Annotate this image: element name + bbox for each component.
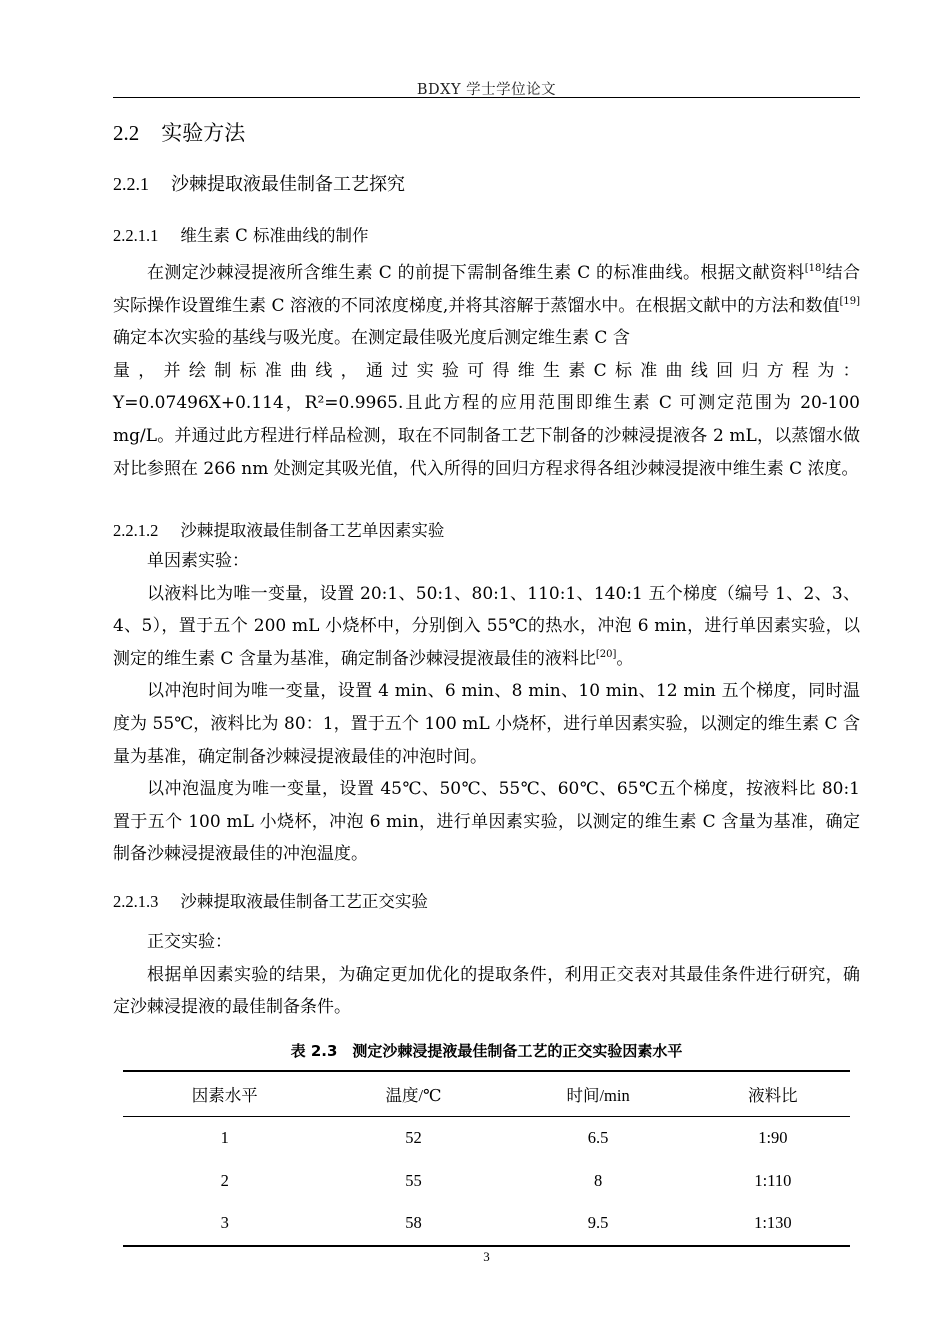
justified-char: 曲	[290, 360, 308, 381]
sub2-title: 沙棘提取液最佳制备工艺单因素实验	[180, 521, 445, 540]
justified-char: 为	[817, 360, 835, 381]
sub3-paragraph-1: 根据单因素实验的结果，为确定更加优化的提取条件，利用正交表对其最佳条件进行研究，确定沙棘浸提液的最佳制备条件。	[113, 964, 860, 1018]
citation-20: [20]	[595, 648, 617, 660]
table-cell: 52	[405, 1128, 422, 1148]
justified-char: 生	[543, 360, 561, 381]
header-rule	[113, 97, 860, 98]
running-header: BDXY 学士学位论文	[416, 82, 557, 98]
table-caption: 表 2.3 测定沙棘浸提液最佳制备工艺的正交实验因素水平	[290, 1042, 683, 1060]
sub3-title: 沙棘提取液最佳制备工艺正交实验	[180, 892, 428, 911]
sub3-number: 2.2.1.3	[113, 892, 159, 911]
sub2-number: 2.2.1.2	[113, 521, 159, 540]
table-cell: 9.5	[500, 1202, 695, 1246]
sub1-title: 维生素 C 标准曲线的制作	[180, 226, 369, 245]
justified-char: 方	[766, 360, 784, 381]
justified-char: 曲	[665, 360, 683, 381]
justified-char: 实	[416, 360, 434, 381]
justified-char: 标	[614, 360, 632, 381]
justified-char: 并	[163, 360, 181, 381]
justified-char: 得	[492, 360, 510, 381]
justified-char: ：	[842, 360, 860, 381]
table-cell: 1	[220, 1128, 229, 1148]
justified-char: 准	[640, 360, 658, 381]
sub1-paragraph-rest: Y=0.07496X+0.114，R²=0.9965.且此方程的应用范围即维生素 C 可测定范围为 20-100 mg/L。并通过此方程进行样品检测，取在不同制备工艺下制备的沙棘浸提液各 2 mL，以蒸馏水做对比参照在 266 nm 处测定其吸光值，代入所得的回归方程求得各组沙棘浸提液中维生素 C 浓度。	[113, 393, 860, 479]
table-cell: 1:130	[696, 1202, 850, 1246]
justified-char: 维	[517, 360, 535, 381]
sub1-paragraph	[113, 257, 860, 485]
subsection-title: 沙棘提取液最佳制备工艺探究	[171, 174, 405, 195]
justified-char: 程	[792, 360, 810, 381]
section-number: 2.2	[113, 121, 140, 145]
justified-char: 绘	[188, 360, 206, 381]
sub3-heading	[113, 888, 428, 912]
justified-char: 制	[214, 360, 232, 381]
table-cell: 58	[327, 1202, 501, 1246]
sub3-body	[113, 926, 860, 1024]
table-cell: 6.5	[587, 1128, 609, 1148]
justified-char: 素	[568, 360, 586, 381]
table-row	[123, 1117, 850, 1160]
table-cell: 1:90	[758, 1128, 788, 1148]
justified-char: 回	[716, 360, 734, 381]
sub2-paragraph-2: 以冲泡时间为唯一变量，设置 4 min、6 min、8 min、10 min、12 min 五个梯度，同时温度为 55℃，液料比为 80：1，置于五个 100 mL 小烧杯，进行单因素实验，以测定的维生素 C 含量为基准，确定制备沙棘浸提液最佳的冲泡时间。	[113, 681, 860, 767]
factor-level-table	[123, 1070, 850, 1247]
section-title: 实验方法	[161, 121, 246, 145]
citation-18: [18]	[804, 263, 826, 274]
table-cell: 8	[593, 1170, 603, 1190]
justified-char: 标	[239, 360, 257, 381]
sub1-number: 2.2.1.1	[113, 226, 159, 245]
sub1-paragraph-lines-1-3: 在测定沙棘浸提液所含维生素 C 的前提下需制备维生素 C 的标准曲线。根据文献资料[18]结合实际操作设置维生素 C 溶液的不同浓度梯度,并将其溶解于蒸馏水中。在根据文献中的方法和数值[19]确定本次实验的基线与吸光度。在测定最佳吸光度后测定维生素 C 含	[113, 263, 860, 349]
table-cell: 3	[123, 1202, 327, 1246]
sub2-intro: 单因素实验：	[147, 551, 249, 571]
table-header-cell: 温度/℃	[327, 1071, 501, 1117]
table-header-cell: 时间/min	[500, 1071, 695, 1117]
justified-char: ，	[340, 360, 358, 381]
sub2-paragraph-1: 以液料比为唯一变量，设置 20:1、50:1、80:1、110:1、140:1 五个梯度（编号 1、2、3、4、5），置于五个 200 mL 小烧杯中，分别倒入 55℃的热水，冲泡 6 min，进行单因素实验，以测定的维生素 C 含量为基准，确定制备沙棘浸提液最佳的液料比[20]。	[113, 583, 860, 669]
sub2-heading	[113, 517, 444, 541]
justified-char: 通	[365, 360, 383, 381]
subsection-heading	[113, 170, 405, 196]
sub2-body	[113, 545, 860, 871]
table-row	[123, 1160, 850, 1203]
table-header-cell: 因素水平	[123, 1071, 327, 1117]
table-cell: 55	[405, 1170, 422, 1190]
justified-char: 过	[391, 360, 409, 381]
sub2-paragraph-3: 以冲泡温度为唯一变量，设置 45℃、50℃、55℃、60℃、65℃五个梯度，按液料比 80:1 置于五个 100 mL 小烧杯，冲泡 6 min，进行单因素实验，以测定的维生素 C 含量为基准，确定制备沙棘浸提液最佳的冲泡温度。	[113, 779, 860, 865]
sub3-intro: 正交实验：	[147, 932, 232, 952]
justified-char: 线	[690, 360, 708, 381]
table-cell: 1:110	[754, 1170, 792, 1190]
justified-char: ，	[138, 360, 156, 381]
justified-char: 验	[441, 360, 459, 381]
page-number: 3	[483, 1249, 490, 1264]
justified-char: 可	[467, 360, 485, 381]
justified-char: 准	[264, 360, 282, 381]
justified-char: 线	[315, 360, 333, 381]
justified-char: 量	[113, 360, 130, 381]
section-heading	[113, 117, 245, 147]
table-row	[123, 1202, 850, 1246]
citation-19: [19]	[839, 295, 860, 307]
sub1-heading	[113, 222, 369, 246]
justified-char: C	[593, 360, 607, 381]
justified-char: 归	[741, 360, 759, 381]
subsection-number: 2.2.1	[113, 174, 149, 194]
table-header-row	[123, 1071, 850, 1117]
table-header-cell: 液料比	[696, 1071, 850, 1117]
sub1-paragraph-line-4	[113, 355, 860, 388]
table-cell: 2	[220, 1170, 229, 1190]
